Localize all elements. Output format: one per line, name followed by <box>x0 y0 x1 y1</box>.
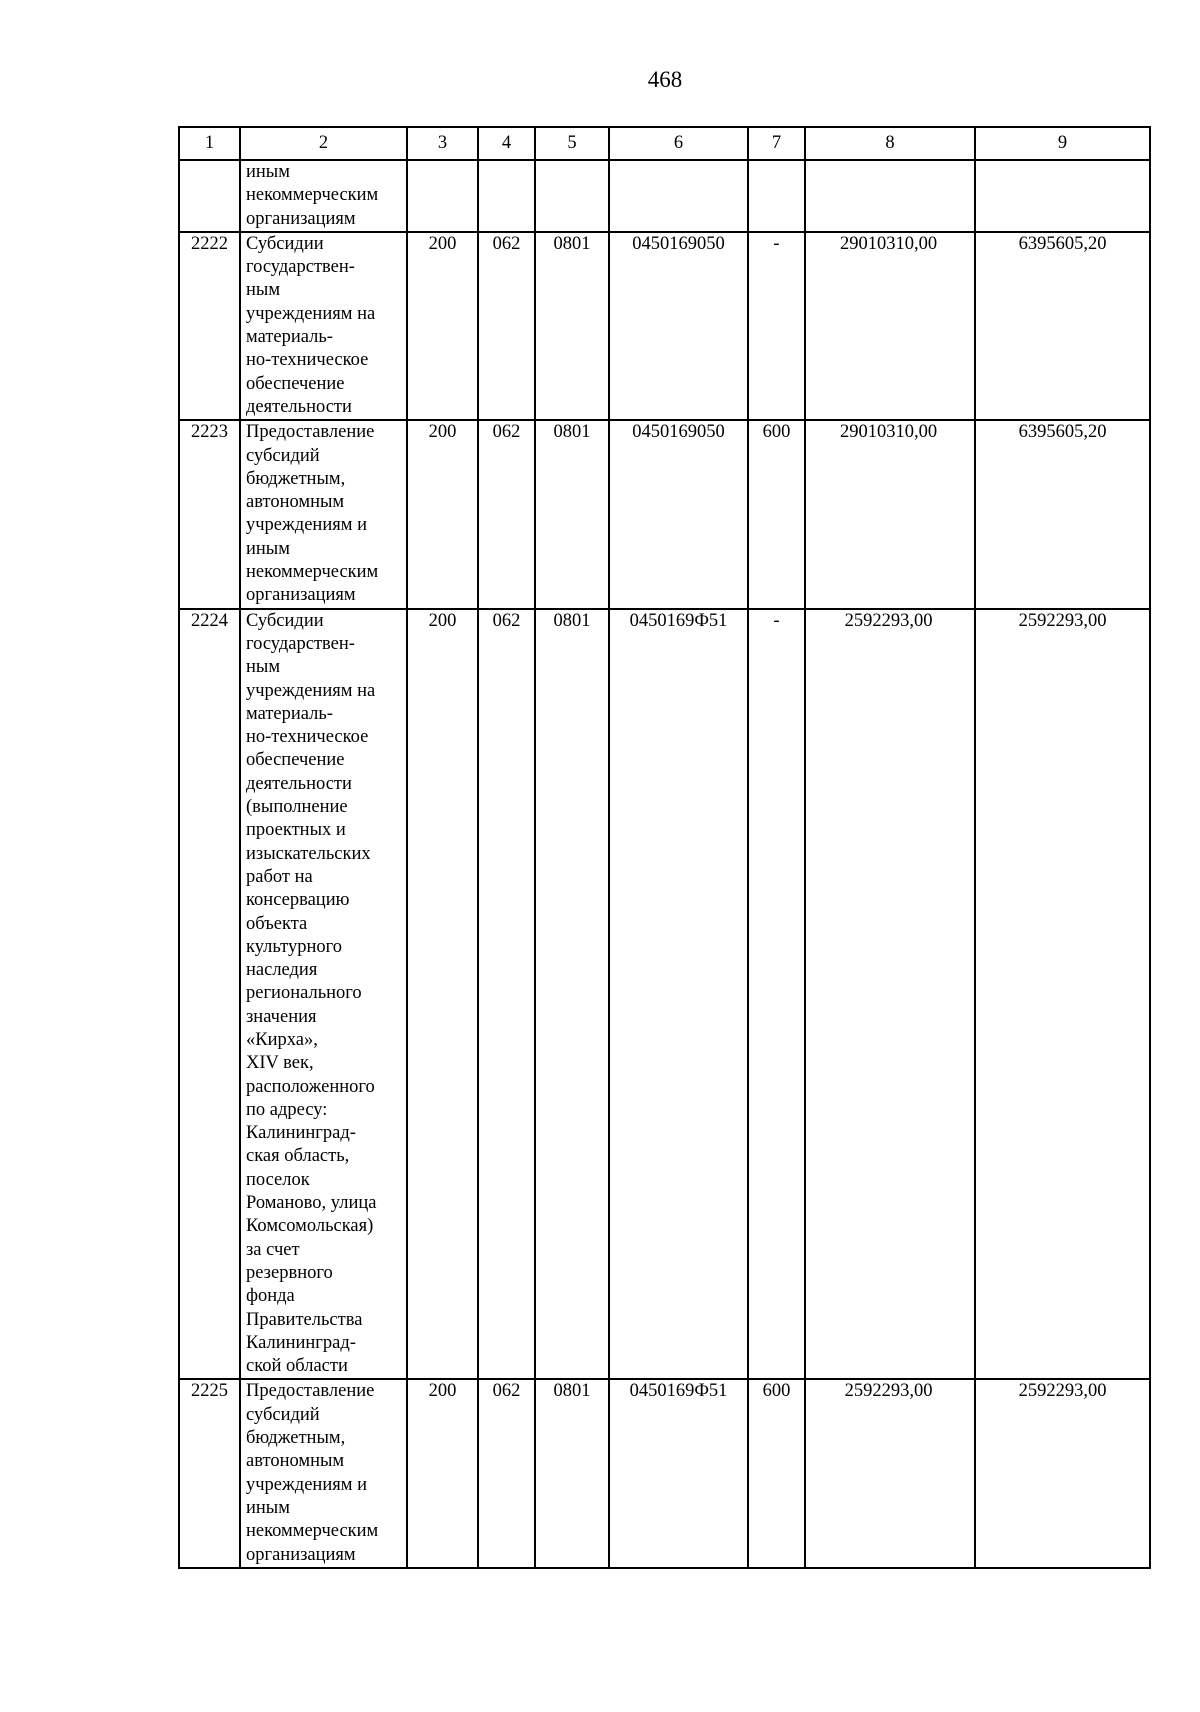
cell-col4: 062 <box>478 420 535 608</box>
cell-col9: 6395605,20 <box>975 420 1150 608</box>
cell-col7: - <box>748 609 805 1380</box>
row-number <box>179 160 240 232</box>
column-header-4: 4 <box>478 127 535 160</box>
table-row <box>179 232 1150 420</box>
column-header-6: 6 <box>609 127 748 160</box>
column-header-8: 8 <box>805 127 975 160</box>
row-name: Предоставление субсидий бюджетным, автономным учреждениям и иным некоммерческим организациям <box>240 420 407 608</box>
row-name: Предоставление субсидий бюджетным, автономным учреждениям и иным некоммерческим организациям <box>240 1379 407 1567</box>
cell-col5: 0801 <box>535 1379 609 1567</box>
table-row <box>179 609 1150 1380</box>
cell-col7: 600 <box>748 420 805 608</box>
cell-col5 <box>535 160 609 232</box>
cell-col7: - <box>748 232 805 420</box>
cell-col8 <box>805 160 975 232</box>
header-row <box>179 127 1150 160</box>
cell-col9: 2592293,00 <box>975 1379 1150 1567</box>
cell-col5: 0801 <box>535 232 609 420</box>
cell-col6: 0450169050 <box>609 232 748 420</box>
column-header-5: 5 <box>535 127 609 160</box>
column-header-2: 2 <box>240 127 407 160</box>
cell-col3 <box>407 160 478 232</box>
cell-col6: 0450169050 <box>609 420 748 608</box>
row-number: 2222 <box>179 232 240 420</box>
cell-col8: 29010310,00 <box>805 420 975 608</box>
budget-table <box>178 126 1151 1569</box>
cell-col3: 200 <box>407 232 478 420</box>
cell-col9: 2592293,00 <box>975 609 1150 1380</box>
row-number: 2224 <box>179 609 240 1380</box>
row-name: Субсидии государствен- ным учреждениям на материаль- но-техническое обеспечение деятельности (выполнение проектных и изыскательских работ на консервацию объекта культурного наследия регионального значения «Кирха», XIV век, расположенного по адресу: Калининград- ская область, поселок Романово, улица Комсомольская) за счет резервного фонда Правительства Калининград- ской области <box>240 609 407 1380</box>
cell-col7: 600 <box>748 1379 805 1567</box>
cell-col8: 2592293,00 <box>805 1379 975 1567</box>
cell-col6 <box>609 160 748 232</box>
cell-col4: 062 <box>478 1379 535 1567</box>
cell-col3: 200 <box>407 609 478 1380</box>
row-number: 2225 <box>179 1379 240 1567</box>
column-header-7: 7 <box>748 127 805 160</box>
row-name: иным некоммерческим организациям <box>240 160 407 232</box>
cell-col6: 0450169Ф51 <box>609 609 748 1380</box>
cell-col9 <box>975 160 1150 232</box>
table-body <box>179 160 1150 1568</box>
table-row <box>179 420 1150 608</box>
column-header-9: 9 <box>975 127 1150 160</box>
cell-col7 <box>748 160 805 232</box>
table-row <box>179 160 1150 232</box>
cell-col5: 0801 <box>535 420 609 608</box>
cell-col6: 0450169Ф51 <box>609 1379 748 1567</box>
page-number: 468 <box>647 67 683 92</box>
row-name: Субсидии государствен- ным учреждениям на материаль- но-техническое обеспечение деятельности <box>240 232 407 420</box>
table-header <box>179 127 1150 160</box>
row-number: 2223 <box>179 420 240 608</box>
cell-col4: 062 <box>478 609 535 1380</box>
cell-col3: 200 <box>407 1379 478 1567</box>
column-header-1: 1 <box>179 127 240 160</box>
table-row <box>179 1379 1150 1567</box>
cell-col5: 0801 <box>535 609 609 1380</box>
column-header-3: 3 <box>407 127 478 160</box>
cell-col4 <box>478 160 535 232</box>
cell-col3: 200 <box>407 420 478 608</box>
cell-col8: 2592293,00 <box>805 609 975 1380</box>
cell-col9: 6395605,20 <box>975 232 1150 420</box>
cell-col4: 062 <box>478 232 535 420</box>
cell-col8: 29010310,00 <box>805 232 975 420</box>
